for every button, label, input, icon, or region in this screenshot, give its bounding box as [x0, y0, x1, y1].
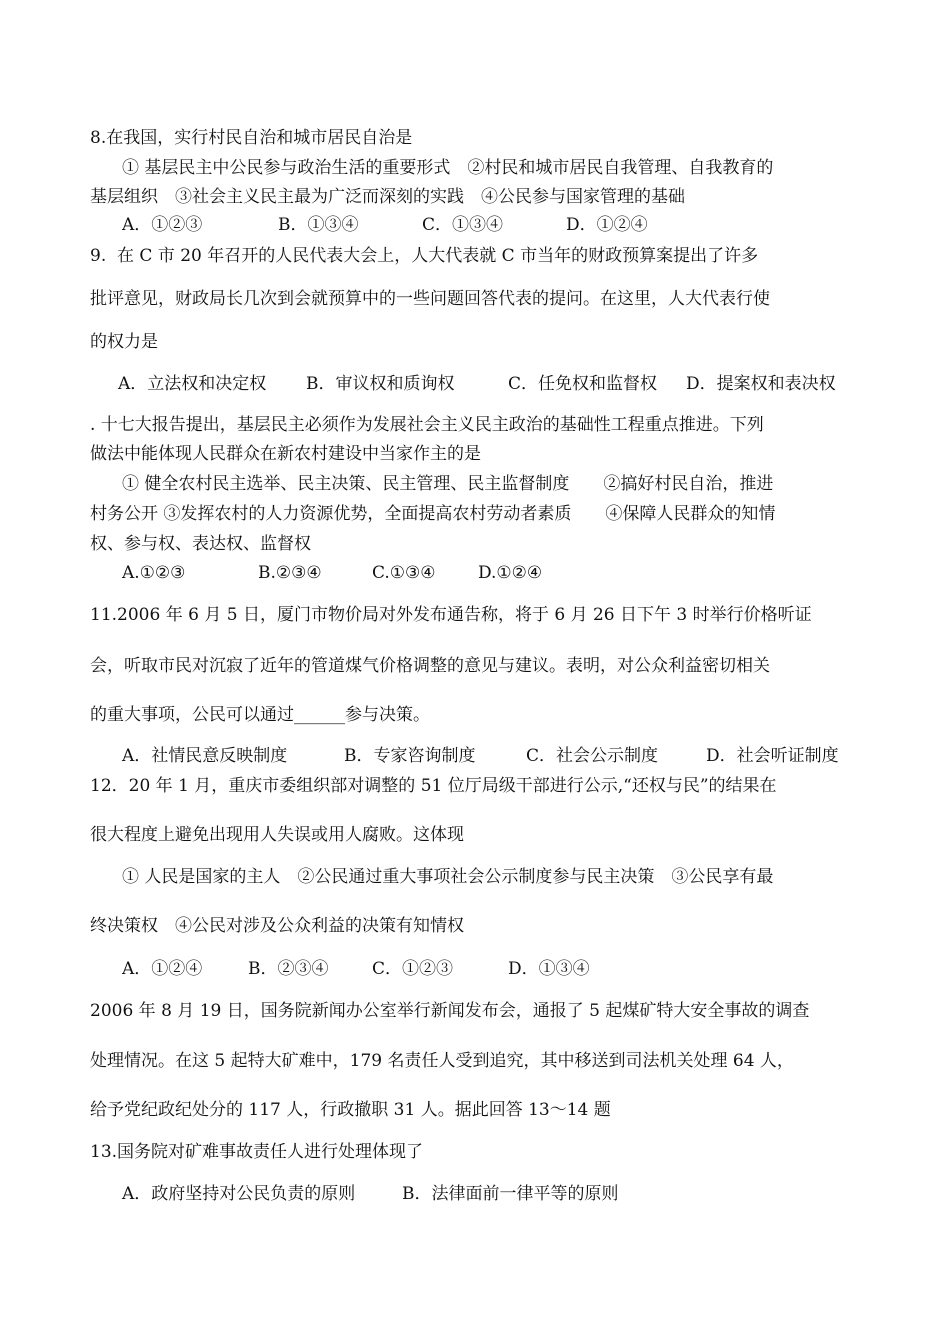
q10-option-a: A.①②③ — [122, 563, 186, 583]
q8-option-d: D．①②④ — [566, 215, 648, 235]
q12-option-d: D．①③④ — [508, 959, 590, 979]
q9-stem-line-1: 9. 在 C 市 20 年召开的人民代表大会上，人大代表就 C 市当年的财政预算案提出了许多 — [90, 246, 759, 266]
q9-option-c: C．任免权和监督权 — [508, 374, 658, 394]
q8-option-b: B．①③④ — [278, 215, 359, 235]
q12-option-c: C．①②③ — [372, 959, 454, 979]
q12-stem-line-2: 很大程度上避免出现用人失误或用人腐败。这体现 — [90, 825, 464, 845]
q11-option-d: D．社会听证制度 — [706, 746, 839, 766]
q11-stem-line-2: 会，听取市民对沉寂了近年的管道煤气价格调整的意见与建议。表明，对公众利益密切相关 — [90, 656, 770, 676]
q10-option-b: B.②③④ — [258, 563, 322, 583]
q12-option-a: A．①②④ — [122, 959, 203, 979]
q12-option-b: B．②③④ — [248, 959, 329, 979]
q10-statements-line-3: 权、参与权、表达权、监督权 — [90, 534, 311, 554]
q8-statements-line-1: ① 基层民主中公民参与政治生活的重要形式 ②村民和城市居民自我管理、自我教育的 — [122, 158, 774, 178]
material-line-1: 2006 年 8 月 19 日，国务院新闻办公室举行新闻发布会，通报了 5 起煤矿特大安全事故的调查 — [90, 1001, 810, 1021]
q12-statements-line-2: 终决策权 ④公民对涉及公众利益的决策有知情权 — [90, 916, 464, 936]
q9-stem-line-2: 批评意见，财政局长几次到会就预算中的一些问题回答代表的提问。在这里，人大代表行使 — [90, 289, 770, 309]
q12-stem-line-1: 12．20 年 1 月，重庆市委组织部对调整的 51 位厅局级干部进行公示,“还权与民”的结果在 — [90, 776, 777, 796]
q10-stem-line-1: . 十七大报告提出，基层民主必须作为发展社会主义民主政治的基础性工程重点推进。下列 — [90, 415, 764, 435]
q8-option-c: C．①③④ — [422, 215, 504, 235]
q12-statements-line-1: ① 人民是国家的主人 ②公民通过重大事项社会公示制度参与民主决策 ③公民享有最 — [122, 867, 774, 887]
q11-option-c: C．社会公示制度 — [526, 746, 659, 766]
q10-stem-line-2: 做法中能体现人民群众在新农村建设中当家作主的是 — [90, 444, 481, 464]
q11-option-a: A．社情民意反映制度 — [122, 746, 288, 766]
q9-option-d: D．提案权和表决权 — [686, 374, 836, 394]
q11-stem-line-1: 11.2006 年 6 月 5 日，厦门市物价局对外发布通告称，将于 6 月 26 日下午 3 时举行价格听证 — [90, 605, 812, 625]
q10-statements-line-1: ① 健全农村民主选举、民主决策、民主管理、民主监督制度 ②搞好村民自治，推进 — [122, 474, 774, 494]
q10-statements-line-2: 村务公开 ③发挥农村的人力资源优势，全面提高农村劳动者素质 ④保障人民群众的知情 — [90, 504, 776, 524]
q8-statements-line-2: 基层组织 ③社会主义民主最为广泛而深刻的实践 ④公民参与国家管理的基础 — [90, 187, 685, 207]
material-line-3: 给予党纪政纪处分的 117 人，行政撤职 31 人。据此回答 13～14 题 — [90, 1100, 611, 1120]
q8-option-a: A．①②③ — [122, 215, 203, 235]
q10-option-d: D.①②④ — [478, 563, 543, 583]
q9-stem-line-3: 的权力是 — [90, 332, 158, 352]
q13-option-b: B．法律面前一律平等的原则 — [402, 1184, 619, 1204]
material-line-2: 处理情况。在这 5 起特大矿难中，179 名责任人受到追究，其中移送到司法机关处理 64 人， — [90, 1051, 794, 1071]
q11-option-b: B．专家咨询制度 — [344, 746, 476, 766]
q10-option-c: C.①③④ — [372, 563, 436, 583]
q11-stem-line-3: 的重大事项，公民可以通过______参与决策。 — [90, 705, 430, 725]
q9-option-a: A．立法权和决定权 — [118, 374, 267, 394]
q13-option-a: A．政府坚持对公民负责的原则 — [122, 1184, 356, 1204]
q8-stem: 8.在我国，实行村民自治和城市居民自治是 — [90, 128, 413, 148]
q9-option-b: B．审议权和质询权 — [306, 374, 455, 394]
q13-stem: 13.国务院对矿难事故责任人进行处理体现了 — [90, 1142, 424, 1162]
